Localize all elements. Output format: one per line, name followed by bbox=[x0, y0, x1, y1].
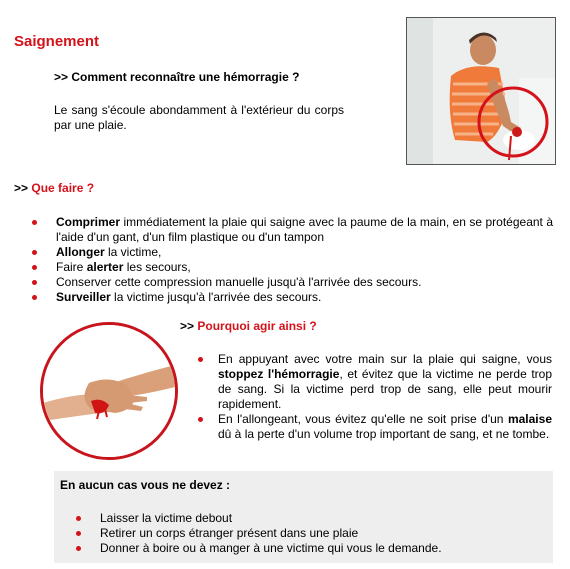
man-with-bleeding-hand-photo bbox=[406, 17, 556, 165]
pourquoi-label: Pourquoi agir ainsi ? bbox=[197, 319, 317, 333]
list-item bbox=[56, 245, 553, 260]
item-bold: malaise bbox=[507, 412, 552, 426]
item-text: En appuyant avec votre main sur la plaie qui saigne, vous bbox=[218, 352, 552, 366]
heading-marker: >> bbox=[14, 181, 29, 195]
item-text: dû à la perte d'un volume trop important de sang, et ne tombe. bbox=[218, 427, 550, 441]
item-text: Laisser la victime debout bbox=[100, 511, 233, 525]
bullet-icon bbox=[32, 265, 37, 270]
item-text: la victime, bbox=[104, 245, 162, 259]
list-item bbox=[56, 260, 553, 275]
item-text: Donner à boire ou à manger à une victime qui vous le demande. bbox=[100, 541, 442, 555]
page-title: Saignement bbox=[14, 33, 100, 50]
list-item bbox=[100, 526, 540, 541]
item-text: la victime jusqu'à l'arrivée des secours. bbox=[110, 290, 322, 304]
list-item bbox=[100, 541, 540, 556]
photo-illustration bbox=[407, 18, 555, 164]
bullet-icon bbox=[32, 250, 37, 255]
item-text: Retirer un corps étranger présent dans une plaie bbox=[100, 526, 359, 540]
item-text: les secours, bbox=[123, 260, 191, 274]
photo-illustration bbox=[43, 325, 175, 457]
warning-box-title: En aucun cas vous ne devez : bbox=[60, 478, 231, 492]
item-bold: Allonger bbox=[56, 245, 105, 259]
warning-list bbox=[100, 511, 540, 556]
heading-marker: >> bbox=[180, 319, 195, 333]
list-item bbox=[100, 511, 540, 526]
list-item bbox=[218, 352, 552, 412]
item-text: immédiatement la plaie qui saigne avec la paume de la main, en se protégeant à l'aide d'un gant, d'un film plastique ou d'un tampon bbox=[56, 215, 553, 244]
bullet-icon bbox=[76, 546, 81, 551]
item-bold: stoppez l'hémorragie bbox=[218, 367, 340, 381]
item-bold: Comprimer bbox=[56, 215, 121, 229]
bullet-icon bbox=[32, 280, 37, 285]
list-item bbox=[218, 412, 552, 442]
item-text: , et évitez que la victime ne perde trop de sang. Si la victime perd trop de sang, elle peut mourir rapidement. bbox=[218, 367, 552, 411]
item-text: Conserver cette compression manuelle jusqu'à l'arrivée des secours. bbox=[56, 275, 422, 289]
bullet-icon bbox=[76, 531, 81, 536]
que-faire-label: Que faire ? bbox=[31, 181, 95, 195]
recognize-heading bbox=[54, 70, 299, 84]
bullet-icon bbox=[198, 357, 203, 362]
item-text: En l'allongeant, vous évitez qu'elle ne soit prise d'un bbox=[218, 412, 508, 426]
list-item bbox=[56, 215, 553, 245]
pourquoi-heading bbox=[180, 319, 317, 333]
recognize-text: Le sang s'écoule abondamment à l'extérieur du corps par une plaie. bbox=[54, 103, 344, 132]
recognize-question: Comment reconnaître une hémorragie ? bbox=[71, 70, 300, 84]
bullet-icon bbox=[32, 295, 37, 300]
bullet-icon bbox=[198, 417, 203, 422]
heading-marker: >> bbox=[54, 70, 69, 84]
que-faire-list bbox=[56, 215, 553, 305]
list-item bbox=[56, 290, 553, 305]
item-bold: alerter bbox=[86, 260, 124, 274]
hand-compressing-wound-photo bbox=[40, 322, 178, 460]
list-item bbox=[56, 275, 553, 290]
bullet-icon bbox=[76, 516, 81, 521]
item-text: Faire bbox=[56, 260, 87, 274]
pourquoi-list bbox=[218, 352, 552, 442]
item-bold: Surveiller bbox=[56, 290, 111, 304]
que-faire-heading bbox=[14, 181, 94, 195]
bullet-icon bbox=[32, 220, 37, 225]
